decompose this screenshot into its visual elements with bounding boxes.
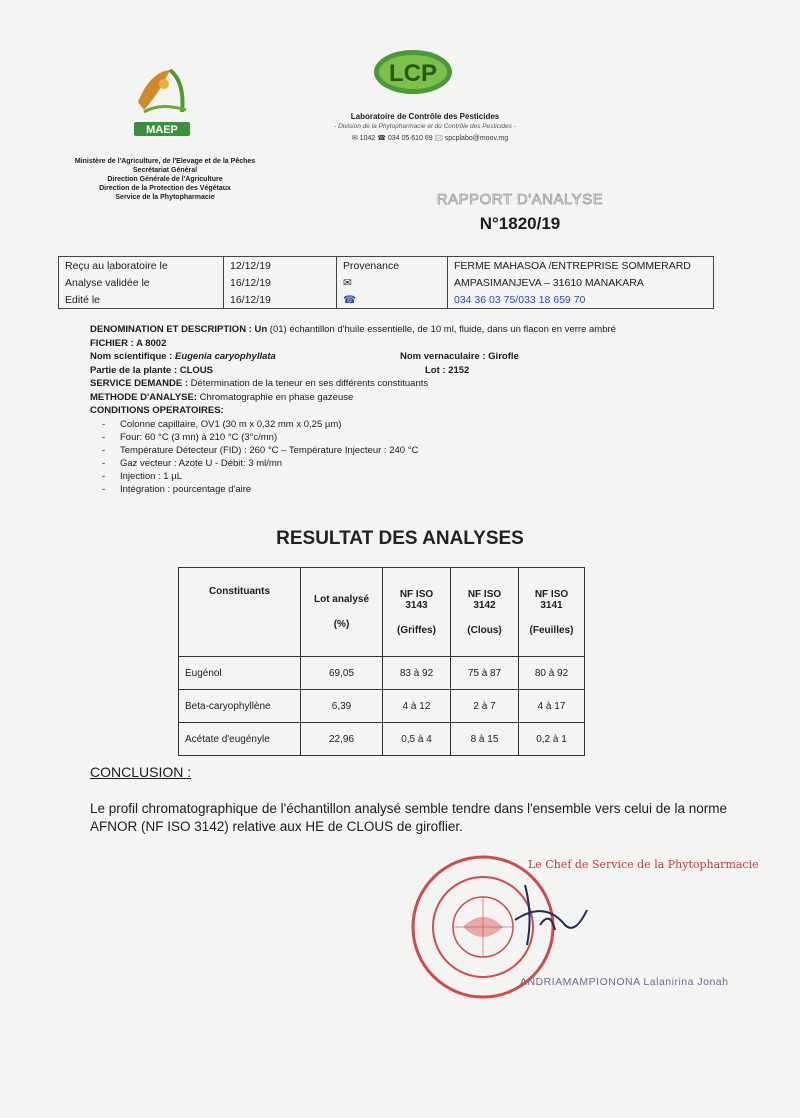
phone-icon: ☎	[337, 291, 448, 309]
table-cell: 69,05	[301, 657, 383, 690]
svg-text:MAEP: MAEP	[146, 124, 178, 136]
results-title: RESULTAT DES ANALYSES	[276, 528, 524, 549]
service-text: Détermination de la teneur en ses différents constituants	[188, 378, 429, 389]
provenance-label: Provenance	[337, 257, 448, 275]
conditions-label: CONDITIONS OPERATOIRES:	[90, 405, 224, 416]
report-title: RAPPORT D'ANALYSE	[436, 191, 604, 208]
table-cell: 4 à 17	[519, 690, 585, 723]
conclusion-text: Le profil chromatographique de l'échantillon analysé semble tendre dans l'ensemble vers celui de la norme AFNOR (NF ISO 3142) relative aux HE de CLOUS de giroflier.	[90, 801, 728, 834]
nom-vernaculaire: Nom vernaculaire : Girofle	[400, 351, 519, 362]
lab-subtitle: - Division de la Phytopharmacie et du Contrôle des Pesticides -	[334, 123, 516, 130]
list-item: - Injection : 1 µL	[110, 470, 710, 483]
description-block	[90, 323, 710, 496]
partie-plante: Partie de la plante : CLOUS	[90, 364, 213, 376]
table-row	[59, 291, 714, 309]
table-header-row	[179, 568, 585, 657]
table-row	[59, 257, 714, 275]
list-item: - Température Détecteur (FID) : 260 °C – Température Injecteur : 240 °C	[110, 444, 710, 457]
table-cell: Eugénol	[179, 657, 301, 690]
ministry-line: Secrétariat Général	[132, 167, 198, 174]
table-cell: 22,96	[301, 723, 383, 756]
lab-contact: ✉ 1042 ☎ 034 05 610 69 🖂 spcplabo@moov.mg	[351, 135, 509, 142]
table-cell: 0,5 à 4	[383, 723, 451, 756]
column-header: NF ISO 3142 (Clous)	[451, 568, 519, 657]
lot: Lot : 2152	[425, 364, 470, 376]
received-date: 12/12/19	[224, 257, 337, 275]
denomination-label: DENOMINATION ET DESCRIPTION : Un	[90, 324, 268, 335]
table-row	[179, 690, 585, 723]
lcp-logo	[372, 46, 454, 98]
methode-text: Chromatographie en phase gazeuse	[196, 391, 354, 403]
list-item: - Gaz vecteur : Azote U - Débit: 3 ml/mn	[110, 457, 710, 470]
ministry-line: Direction de la Protection des Végétaux	[99, 185, 231, 192]
ministry-line: Ministère de l'Agriculture, de l'Elevage et de la Pêches	[74, 158, 256, 165]
table-cell: Acétate d'eugényle	[179, 723, 301, 756]
edited-label: Edité le	[59, 291, 224, 309]
nom-sci-value: Eugenia caryophyllata	[172, 351, 276, 362]
ministry-line: Service de la Phytopharmacie	[115, 194, 215, 201]
conditions-list	[90, 418, 710, 496]
report-number: N°1820/19	[479, 214, 561, 233]
denomination-text: (01) échantillon d'huile essentielle, de 10 ml, fluide, dans un flacon en verre ambré	[267, 324, 616, 335]
lab-title: Laboratoire de Contrôle des Pesticides	[350, 112, 500, 121]
validated-label: Analyse validée le	[59, 274, 224, 291]
phone-value: 034 36 03 75/033 18 659 70	[448, 291, 714, 309]
table-row	[59, 274, 714, 291]
maep-logo	[130, 62, 202, 144]
table-cell: 6,39	[301, 690, 383, 723]
list-item: - Four: 60 °C (3 mn) à 210 °C (3°c/mn)	[110, 431, 710, 444]
nom-sci-label: Nom scientifique :	[90, 351, 173, 362]
table-cell: 0,2 à 1	[519, 723, 585, 756]
table-cell: 83 à 92	[383, 657, 451, 690]
table-cell: 75 à 87	[451, 657, 519, 690]
fichier: FICHIER : A 8002	[90, 337, 167, 349]
stamp-label: Le Chef de Service de la Phytopharmacie	[528, 858, 759, 871]
svg-text:LCP: LCP	[389, 60, 437, 87]
conclusion-title: CONCLUSION :	[90, 764, 192, 780]
table-cell: 4 à 12	[383, 690, 451, 723]
mail-icon: ✉	[337, 274, 448, 291]
methode-label: METHODE D'ANALYSE:	[90, 391, 197, 403]
table-row	[179, 657, 585, 690]
table-cell: 8 à 15	[451, 723, 519, 756]
column-header: NF ISO 3141 (Feuilles)	[519, 568, 585, 657]
table-cell: 2 à 7	[451, 690, 519, 723]
signer-name: ANDRIAMAMPIONONA Lalanirina Jonah	[520, 976, 729, 988]
table-cell: Beta-caryophyllène	[179, 690, 301, 723]
table-row	[179, 723, 585, 756]
provenance-value: FERME MAHASOA /ENTREPRISE SOMMERARD	[448, 257, 714, 275]
validated-date: 16/12/19	[224, 274, 337, 291]
ministry-header	[50, 157, 280, 202]
info-table	[58, 256, 714, 309]
results-table	[178, 567, 585, 756]
received-label: Reçu au laboratoire le	[59, 257, 224, 275]
ministry-line: Direction Générale de l'Agriculture	[107, 176, 223, 183]
column-header: Lot analysé (%)	[301, 568, 383, 657]
edited-date: 16/12/19	[224, 291, 337, 309]
list-item: - Colonne capillaire, OV1 (30 m x 0,32 mm x 0,25 µm)	[110, 418, 710, 431]
table-cell: 80 à 92	[519, 657, 585, 690]
column-header: Constituants	[179, 568, 301, 657]
signature	[505, 880, 595, 950]
column-header: NF ISO 3143 (Griffes)	[383, 568, 451, 657]
service-label: SERVICE DEMANDE :	[90, 378, 189, 389]
list-item: - Intégration : pourcentage d'aire	[110, 483, 710, 496]
address-value: AMPASIMANJEVA – 31610 MANAKARA	[448, 274, 714, 291]
